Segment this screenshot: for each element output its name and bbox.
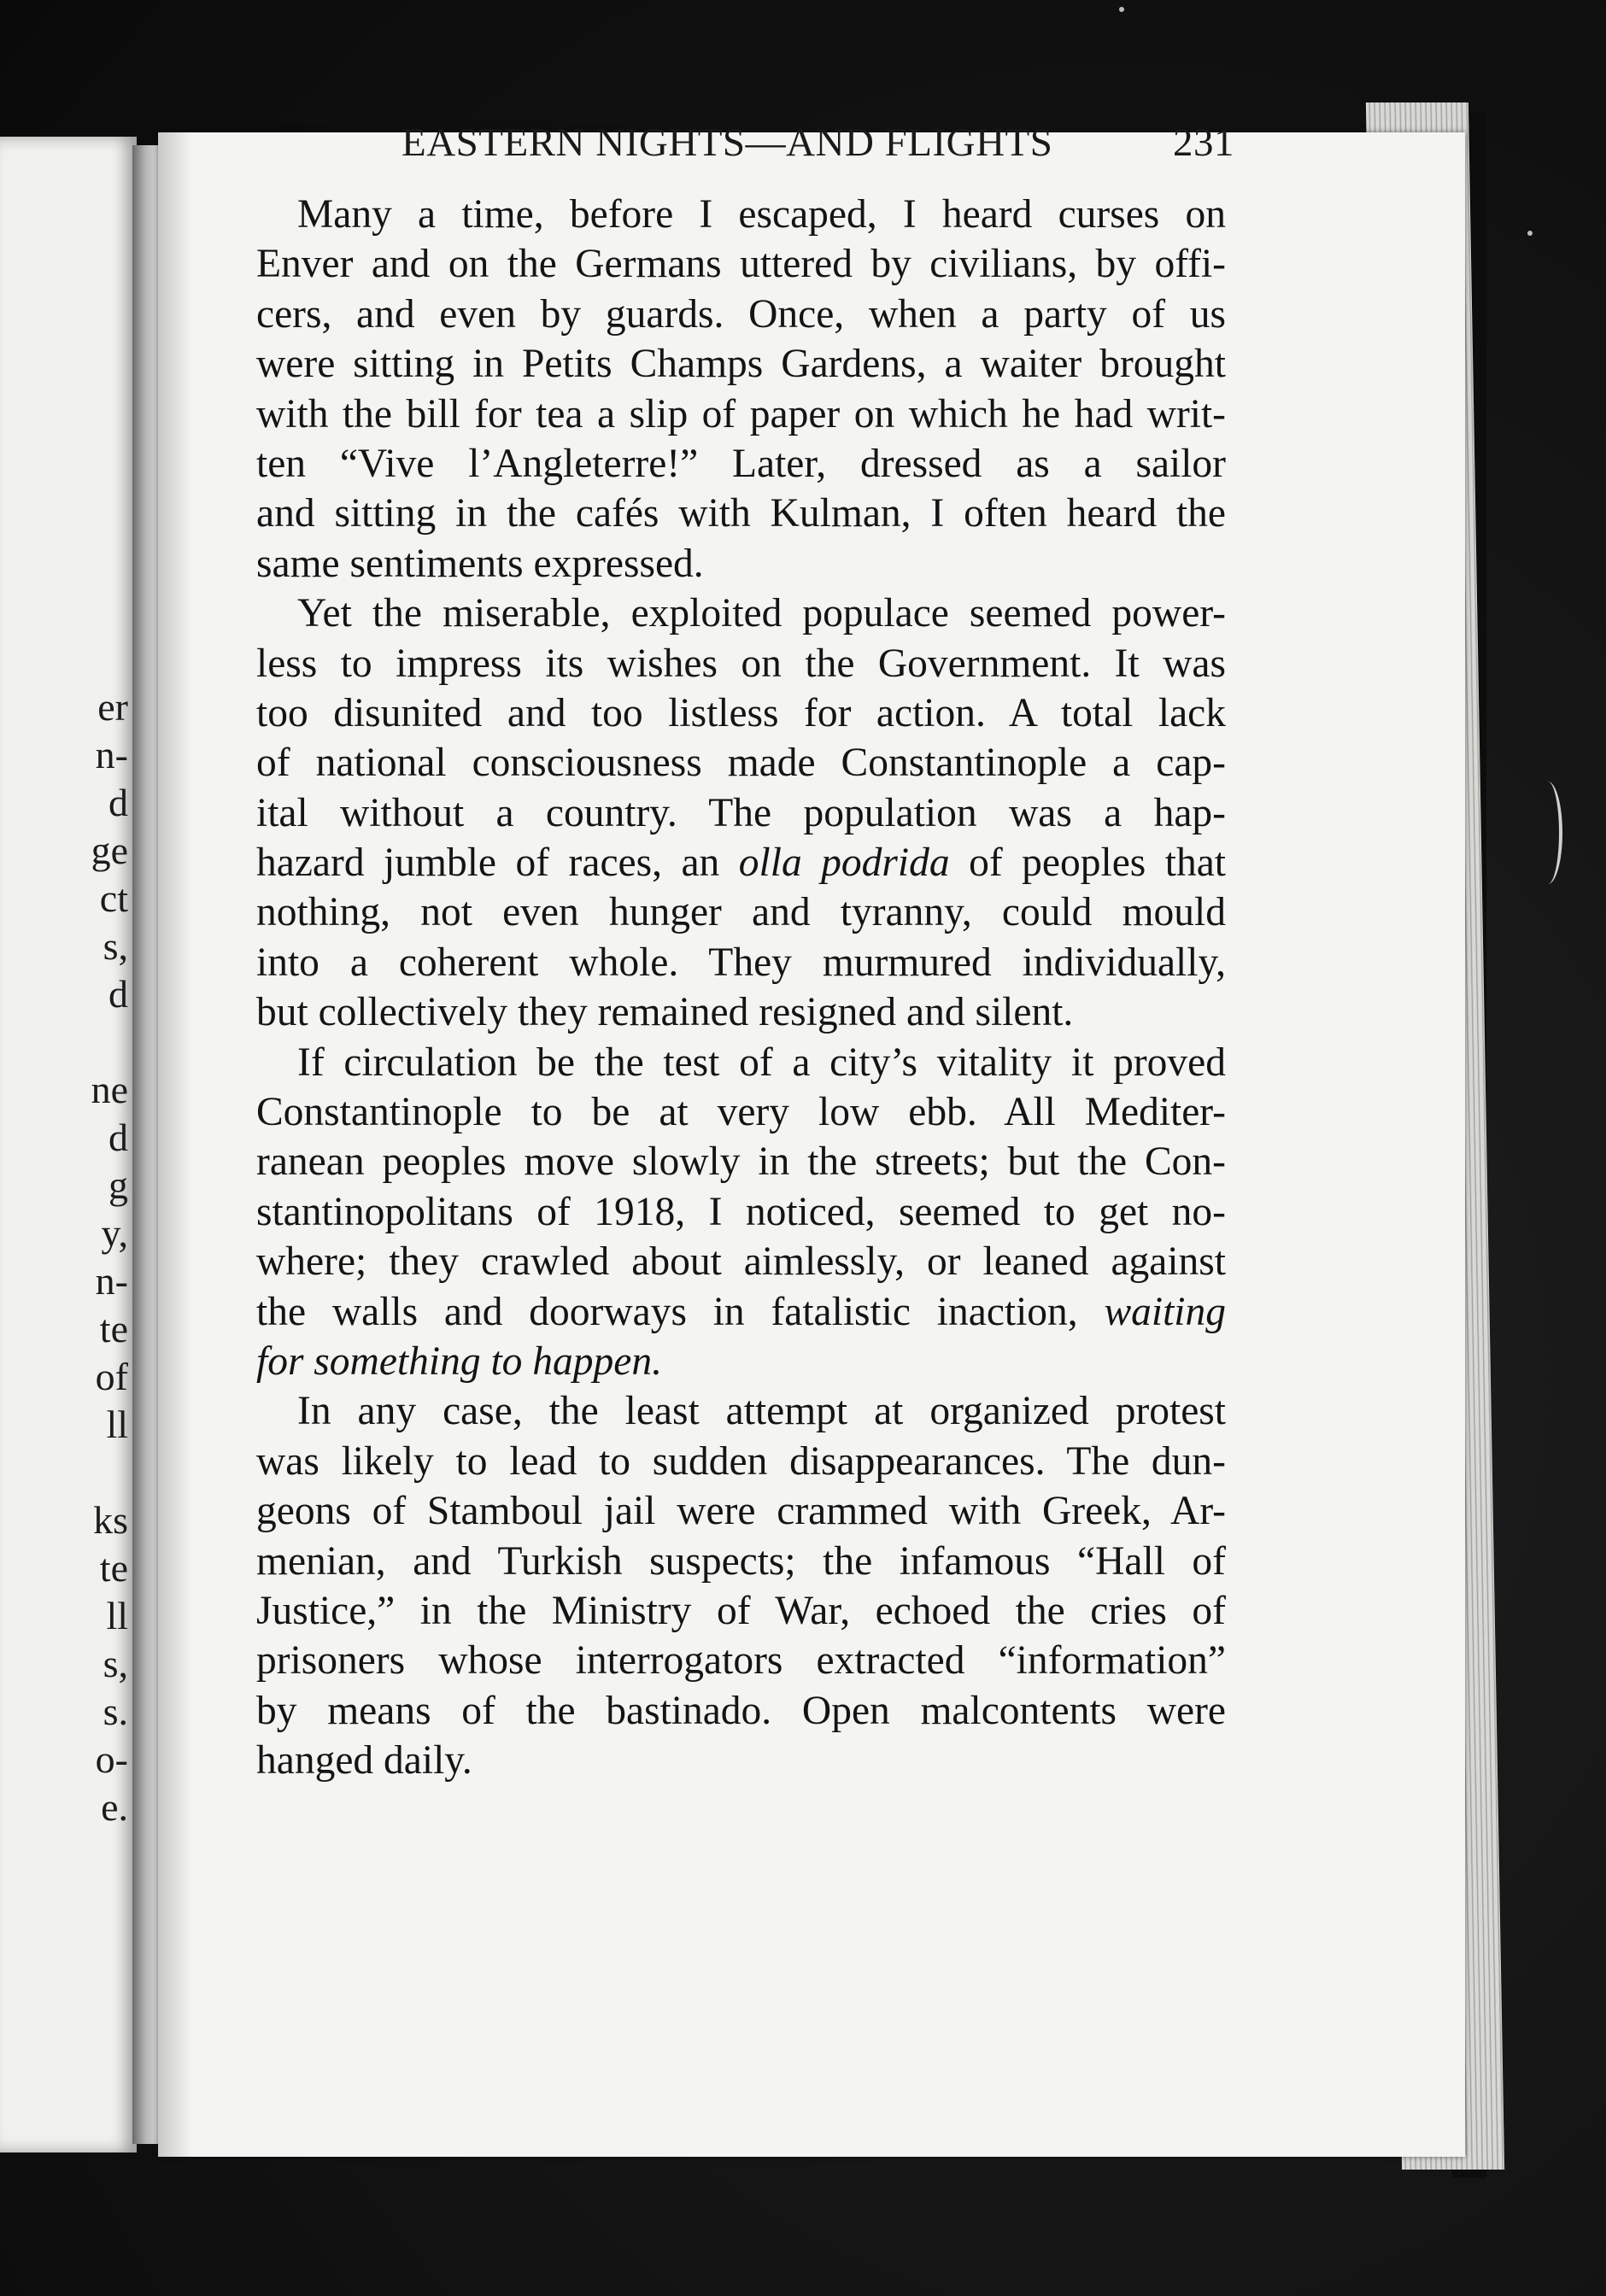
paragraph — [256, 1038, 1226, 1387]
text-run: In any case, the least attempt at organized protest — [297, 1389, 1226, 1434]
italic-text: olla podrida — [738, 840, 950, 886]
text-run: Justice,” in the Ministry of War, echoed the cries of — [256, 1588, 1226, 1633]
text-line — [256, 688, 1226, 738]
text-line — [256, 1736, 1226, 1785]
text-line — [256, 489, 1226, 538]
running-head — [243, 120, 1234, 174]
text-run: ten “Vive l’Angleterre!” Later, dressed as a sailor — [256, 441, 1226, 486]
text-line — [256, 339, 1226, 389]
facing-page-fragment: ne — [91, 1068, 128, 1111]
facing-page-fragment: ll — [106, 1594, 128, 1637]
text-line — [256, 1486, 1226, 1536]
facing-page-fragment: e. — [101, 1785, 128, 1829]
body-text — [256, 190, 1226, 1786]
text-line — [256, 1437, 1226, 1486]
text-line — [256, 887, 1226, 937]
scan-mark — [1533, 782, 1562, 884]
facing-page-fragment: ks — [93, 1498, 128, 1542]
paragraph — [256, 1386, 1226, 1785]
text-run: too disunited and too listless for action. A total lack — [256, 690, 1226, 735]
facing-page-fragment: ge — [91, 829, 128, 872]
text-run: were sitting in Petits Champs Gardens, a waiter brought — [256, 342, 1226, 387]
text-run: If circulation be the test of a city’s vitality it proved — [297, 1040, 1226, 1085]
text-line — [256, 1038, 1226, 1087]
facing-page-fragment: ct — [99, 876, 128, 920]
facing-page-fragment: d — [108, 781, 128, 824]
text-run: cers, and even by guards. Once, when a party of us — [256, 291, 1226, 337]
facing-page-fragment: o- — [95, 1737, 128, 1781]
text-run: same sentiments expressed. — [256, 541, 704, 586]
text-run: the walls and doorways in fatalistic inaction, — [256, 1289, 1105, 1334]
text-line — [256, 1686, 1226, 1736]
text-line — [256, 788, 1226, 838]
text-run: ital without a country. The population was a hap- — [256, 790, 1226, 835]
text-run: menian, and Turkish suspects; the infamous “Hall of — [256, 1538, 1226, 1584]
facing-page-fragment: ll — [106, 1403, 128, 1446]
text-line — [256, 987, 1226, 1037]
paragraph — [256, 190, 1226, 589]
text-run: where; they crawled about aimlessly, or leaned against — [256, 1239, 1226, 1285]
facing-page-fragment: d — [108, 1116, 128, 1159]
facing-page-fragment: s, — [103, 924, 128, 968]
facing-page-fragment: s, — [103, 1642, 128, 1685]
running-head-title: EASTERN NIGHTS—AND FLIGHTS — [402, 120, 1053, 165]
text-line — [256, 1237, 1226, 1286]
facing-page-fragment: n- — [95, 733, 128, 776]
facing-page-text — [0, 683, 128, 1831]
text-run: hazard jumble of races, an — [256, 840, 739, 886]
text-line — [256, 1187, 1226, 1237]
facing-page-fragment — [0, 1018, 128, 1066]
facing-page-fragment: te — [99, 1307, 128, 1350]
facing-page-fragment: y, — [101, 1211, 128, 1255]
italic-text: waiting — [1104, 1289, 1226, 1334]
scan-speck — [1119, 7, 1124, 12]
text-line — [256, 938, 1226, 987]
text-run: prisoners whose interrogators extracted “information” — [256, 1638, 1226, 1684]
facing-page-fragment: s. — [103, 1690, 128, 1733]
text-line — [256, 439, 1226, 489]
text-line — [256, 639, 1226, 688]
text-run: ranean peoples move slowly in the streets; but the Con- — [256, 1139, 1226, 1185]
text-line — [256, 1137, 1226, 1186]
text-line — [256, 1287, 1226, 1337]
text-line — [256, 390, 1226, 439]
text-line — [256, 1537, 1226, 1586]
text-run: Many a time, before I escaped, I heard curses on — [297, 192, 1226, 237]
text-run: and sitting in the cafés with Kulman, I often heard the — [256, 491, 1226, 536]
text-line — [256, 239, 1226, 289]
scan-speck — [1527, 231, 1533, 236]
text-line — [256, 589, 1226, 638]
text-run: into a coherent whole. They murmured individually, — [256, 940, 1226, 985]
italic-text: for something to happen. — [256, 1338, 662, 1384]
text-line — [256, 539, 1226, 589]
text-run: less to impress its wishes on the Government. It was — [256, 641, 1226, 686]
text-run: Constantinople to be at very low ebb. All Mediter- — [256, 1090, 1226, 1135]
facing-page-fragment: d — [108, 972, 128, 1016]
text-line — [256, 738, 1226, 788]
text-line — [256, 1386, 1226, 1436]
page-number: 231 — [1173, 120, 1234, 165]
facing-page-fragment: n- — [95, 1259, 128, 1303]
text-run: of national consciousness made Constantinople a cap- — [256, 741, 1226, 786]
text-run: was likely to lead to sudden disappearances. The dun- — [256, 1438, 1226, 1484]
text-run: of peoples that — [949, 840, 1226, 886]
text-run: with the bill for tea a slip of paper on which he had writ- — [256, 391, 1226, 436]
text-line — [256, 1087, 1226, 1137]
text-run: stantinopolitans of 1918, I noticed, seemed to get no- — [256, 1189, 1226, 1234]
text-line — [256, 1586, 1226, 1636]
facing-page-fragment: of — [95, 1355, 128, 1398]
text-run: nothing, not even hunger and tyranny, could mould — [256, 890, 1226, 935]
text-line — [256, 1636, 1226, 1685]
text-run: geons of Stamboul jail were crammed with Greek, Ar- — [256, 1489, 1226, 1534]
facing-page-fragment — [0, 1449, 128, 1496]
text-run: hanged daily. — [256, 1738, 472, 1784]
text-run: Enver and on the Germans uttered by civilians, by offi- — [256, 242, 1226, 287]
text-line — [256, 838, 1226, 887]
text-run: Yet the miserable, exploited populace seemed power- — [297, 591, 1226, 636]
text-line — [256, 190, 1226, 239]
text-line — [256, 290, 1226, 339]
facing-page-fragment: g — [108, 1163, 128, 1207]
text-line — [256, 1337, 1226, 1386]
facing-page-fragment: er — [97, 685, 128, 729]
paragraph — [256, 589, 1226, 1038]
text-run: but collectively they remained resigned and silent. — [256, 990, 1074, 1035]
text-run: by means of the bastinado. Open malcontents were — [256, 1688, 1226, 1733]
facing-page-fragment: te — [99, 1546, 128, 1590]
